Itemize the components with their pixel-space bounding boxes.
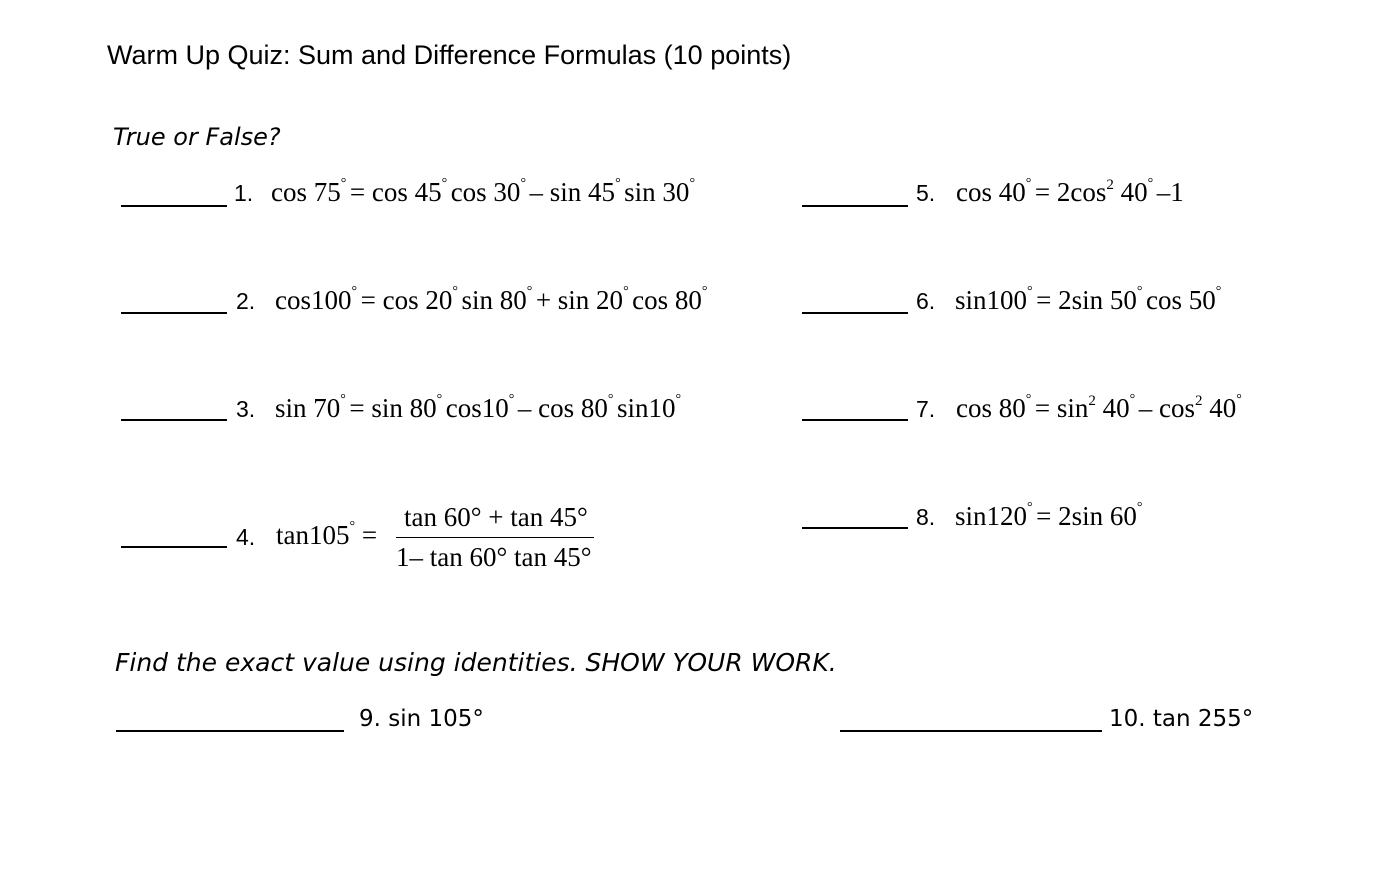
question-expression: $\cos 80^\circ = \sin^2 40^\circ - \cos^2 40^\circ$ [956, 392, 1242, 423]
answer-blank-8[interactable] [802, 527, 908, 529]
question-label: 10. tan 255° [1109, 706, 1254, 732]
exact-value-heading: Find the exact value using identities. SHOW YOUR WORK. [115, 648, 837, 677]
question-lhs: tan105° = [276, 519, 378, 550]
answer-blank-1[interactable] [121, 205, 227, 207]
fraction-denominator: 1– tan 60° tan 45° [396, 542, 592, 572]
question-expression: sin120° = 2sin 60° [955, 500, 1143, 531]
question-number: 1. [234, 180, 254, 206]
answer-blank-4[interactable] [121, 546, 227, 548]
question-number: 7. [916, 396, 936, 422]
answer-blank-3[interactable] [121, 419, 227, 421]
quiz-title: Warm Up Quiz: Sum and Difference Formulas (10 points) [107, 40, 792, 70]
question-expression: cos 75° = cos 45° cos 30° – sin 45° sin 30° [271, 176, 696, 207]
question-number: 3. [236, 396, 256, 422]
answer-blank-9[interactable] [116, 730, 344, 732]
answer-blank-6[interactable] [802, 312, 908, 314]
question-number: 8. [916, 504, 936, 530]
answer-blank-2[interactable] [121, 312, 227, 314]
question-expression: cos100° = cos 20° sin 80° + sin 20° cos 80° [275, 284, 708, 315]
question-number: 2. [236, 288, 256, 314]
fraction-numerator: tan 60° + tan 45° [404, 502, 588, 532]
true-false-heading: True or False? [113, 123, 281, 151]
question-expression: sin 70° = sin 80° cos10° – cos 80° sin10° [275, 392, 682, 423]
question-number: 6. [916, 288, 936, 314]
question-number: 4. [236, 524, 256, 550]
fraction-bar [396, 537, 594, 538]
question-label: 9. sin 105° [359, 706, 484, 732]
question-expression: sin100° = 2sin 50° cos 50° [955, 284, 1222, 315]
answer-blank-10[interactable] [840, 730, 1102, 732]
answer-blank-5[interactable] [802, 205, 908, 207]
question-expression: $\cos 40^\circ = 2\cos^2$ 40° –1 [956, 176, 1184, 207]
question-number: 5. [916, 180, 936, 206]
answer-blank-7[interactable] [802, 419, 908, 421]
